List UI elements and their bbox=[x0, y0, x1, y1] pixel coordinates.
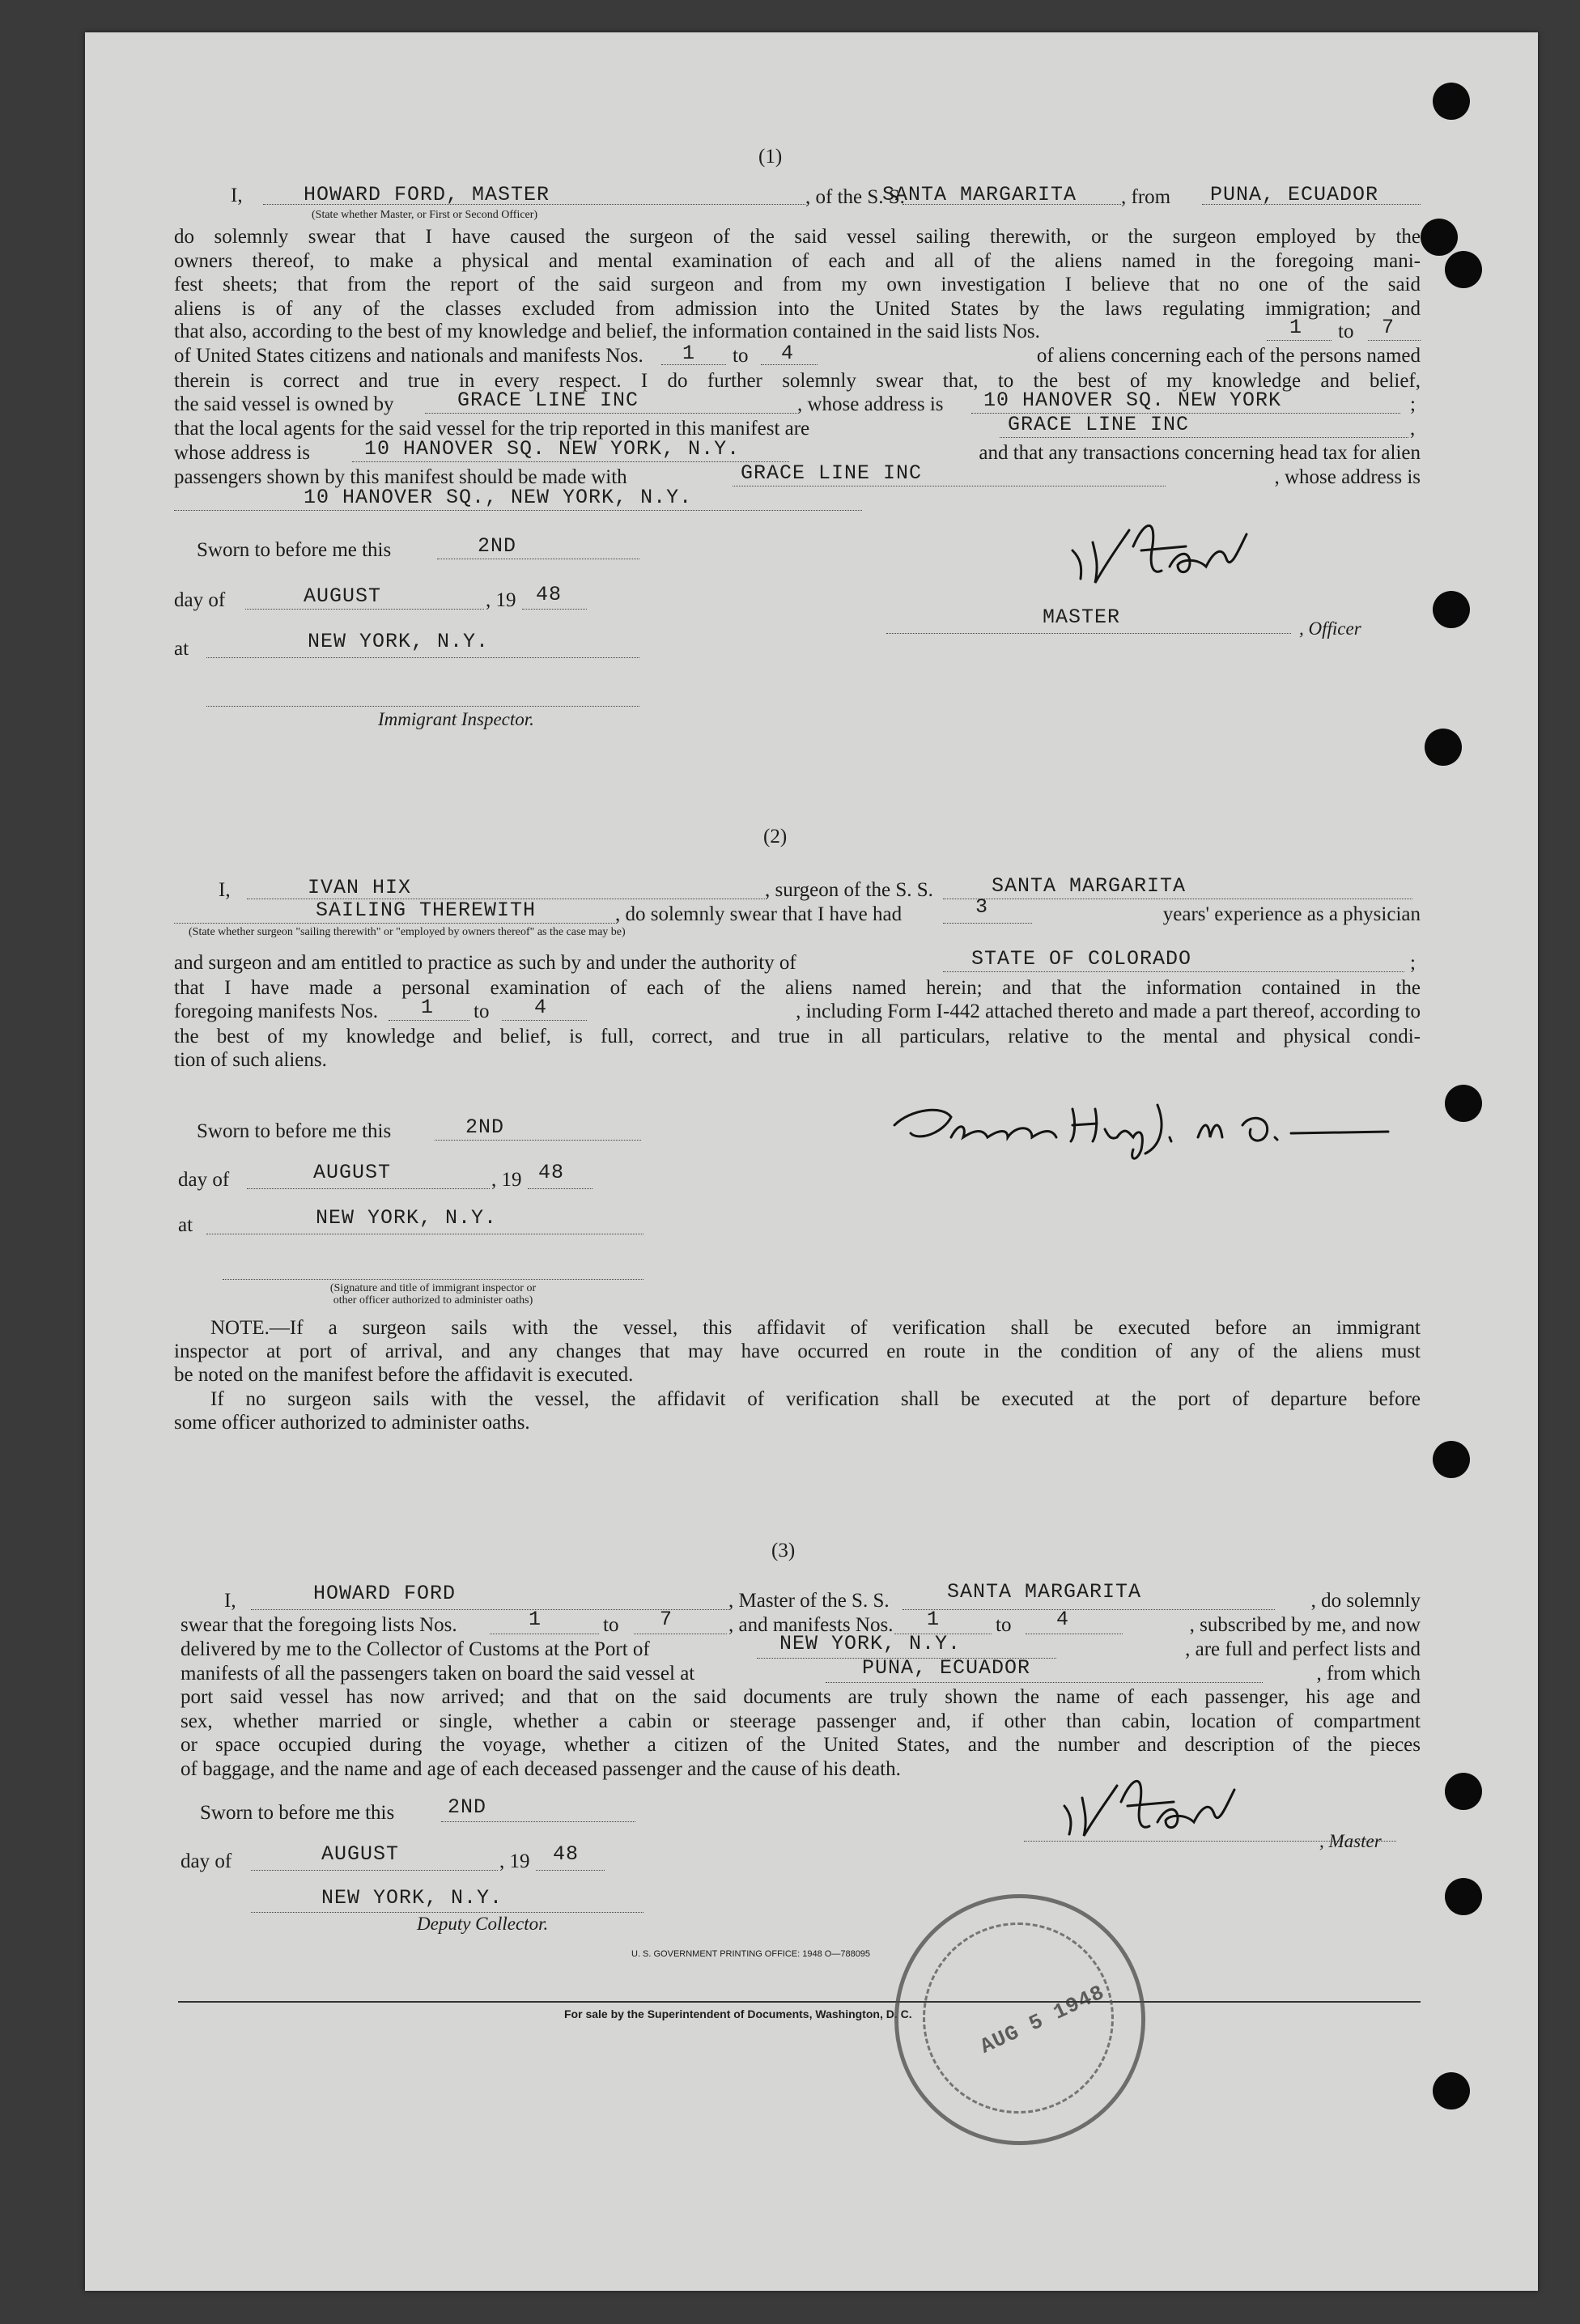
month: AUGUST bbox=[304, 584, 382, 608]
i-label: I, bbox=[224, 1590, 236, 1612]
agents-address-label: whose address is bbox=[174, 442, 311, 464]
head-tax-payee: GRACE LINE INC bbox=[741, 461, 923, 485]
agents: GRACE LINE INC bbox=[1008, 413, 1190, 436]
punch-hole bbox=[1433, 2072, 1470, 2109]
year: 48 bbox=[538, 1161, 565, 1184]
vessel-name: SANTA MARGARITA bbox=[882, 183, 1077, 206]
section1-paragraph: do solemnly swear that I have caused the surgeon of the said vessel sailing therewith, or the surgeon employed by the owners thereof, to make a physical and mental examination of each and all of the aliens named in the foregoing mani- fest sheets; that from the report of the said surgeon and from my own investigation I believe that no one of the said aliens is of any of the classes excluded from admission into the United States by the laws regulating immigration; and bbox=[174, 226, 1421, 320]
signer-title: MASTER bbox=[1043, 605, 1121, 629]
place: NEW YORK, N.Y. bbox=[321, 1886, 503, 1910]
lists-to: 7 bbox=[1382, 316, 1395, 339]
from-label: , from bbox=[1121, 186, 1171, 208]
year-prefix: , 19 bbox=[486, 589, 516, 611]
state-note: (State whether Master, or First or Second Officer) bbox=[312, 209, 538, 221]
payee-address: 10 HANOVER SQ., NEW YORK, N.Y. bbox=[304, 486, 693, 509]
manifests-from: 1 bbox=[421, 996, 435, 1019]
aliens-tail: of aliens concerning each of the persons named bbox=[1036, 345, 1421, 367]
full-perfect-label: , are full and perfect lists and bbox=[1185, 1638, 1421, 1660]
manifests-label: manifests of all the passengers taken on board the said vessel at bbox=[181, 1663, 695, 1685]
for-sale: For sale by the Superintendent of Documents, Washington, D. C. bbox=[564, 2007, 912, 2020]
i-label: I, bbox=[231, 185, 243, 206]
year: 48 bbox=[553, 1842, 580, 1866]
swear-tail: , do solemnly swear that I have had bbox=[615, 903, 903, 925]
manifests-from: 1 bbox=[682, 342, 696, 365]
section-number: (2) bbox=[763, 826, 788, 848]
punch-hole bbox=[1445, 251, 1482, 288]
place: NEW YORK, N.Y. bbox=[308, 630, 490, 653]
owner-address: 10 HANOVER SQ. NEW YORK bbox=[983, 389, 1282, 412]
punch-hole bbox=[1433, 83, 1470, 120]
year-prefix: , 19 bbox=[491, 1169, 522, 1191]
month: AUGUST bbox=[321, 1842, 400, 1866]
authority: STATE OF COLORADO bbox=[971, 947, 1192, 971]
lists-to-label: to bbox=[1338, 321, 1354, 342]
collector-label: Deputy Collector. bbox=[417, 1914, 549, 1934]
owned-by-label: the said vessel is owned by bbox=[174, 393, 394, 415]
head-tax-tail: and that any transactions concerning head tax for alien bbox=[979, 442, 1421, 464]
lists-text: that also, according to the best of my knowledge and belief, the information contained in the said lists Nos. bbox=[174, 321, 1040, 342]
sworn-day: 2ND bbox=[478, 534, 517, 558]
surgeon-vessel: SANTA MARGARITA bbox=[992, 874, 1187, 898]
master-signature bbox=[1032, 1761, 1259, 1842]
master-signature bbox=[1048, 502, 1275, 591]
sworn-label: Sworn to before me this bbox=[197, 1120, 392, 1142]
subscribed-label: , subscribed by me, and now bbox=[1189, 1614, 1421, 1636]
and-manifests-label: , and manifests Nos. bbox=[728, 1614, 894, 1636]
to-label: to bbox=[733, 345, 749, 367]
belief-line: the best of my knowledge and belief, is full, correct, and true in all particulars, relative to the mental and physical condi- bbox=[174, 1026, 1421, 1047]
day-of-label: day of bbox=[181, 1850, 232, 1872]
sworn-day: 2ND bbox=[465, 1115, 505, 1139]
manifests-to: 4 bbox=[781, 342, 795, 365]
inspector-label: Immigrant Inspector. bbox=[378, 709, 534, 729]
solemnly-label: , do solemnly bbox=[1310, 1590, 1421, 1612]
surgeon-name: IVAN HIX bbox=[308, 876, 412, 899]
month: AUGUST bbox=[313, 1161, 392, 1184]
note-paragraph: NOTE.—If a surgeon sails with the vessel, this affidavit of verification shall be executed before an immigrant inspector at port of arrival, and any changes that may have occurred en route in the condition of any of the aliens must be noted on the manifest before the affidavit is executed. bbox=[174, 1317, 1421, 1386]
punch-hole bbox=[1433, 591, 1470, 628]
owner: GRACE LINE INC bbox=[457, 389, 639, 412]
manifests-to: 4 bbox=[534, 996, 548, 1019]
immigration-date-stamp bbox=[894, 1894, 1145, 2145]
note-paragraph-2: If no surgeon sails with the vessel, the affidavit of verification shall be executed at the port of departure before some officer authorized to administer oaths. bbox=[174, 1388, 1421, 1434]
payee-label: passengers shown by this manifest should be made with bbox=[174, 466, 627, 488]
form-tail: , including Form I-442 attached thereto and made a part thereof, according to bbox=[796, 1001, 1421, 1022]
sworn-label: Sworn to before me this bbox=[197, 539, 392, 561]
to-label: to bbox=[603, 1614, 619, 1636]
at-label: at bbox=[178, 1214, 193, 1236]
years: 3 bbox=[975, 895, 989, 919]
lists-from: 1 bbox=[1289, 316, 1303, 339]
port: NEW YORK, N.Y. bbox=[779, 1632, 962, 1655]
lists-from: 1 bbox=[529, 1608, 542, 1631]
punch-hole bbox=[1425, 729, 1462, 766]
lists-to: 7 bbox=[660, 1608, 673, 1631]
years-tail: years' experience as a physician bbox=[1162, 903, 1421, 925]
from-which-label: , from which bbox=[1316, 1663, 1421, 1685]
sworn-day: 2ND bbox=[448, 1795, 487, 1819]
punch-hole bbox=[1433, 1441, 1470, 1478]
year: 48 bbox=[536, 583, 563, 606]
delivered-label: delivered by me to the Collector of Customs at the Port of bbox=[181, 1638, 650, 1660]
signature-note: (Signature and title of immigrant inspector or other officer authorized to administer oaths) bbox=[329, 1282, 537, 1306]
agents-address: 10 HANOVER SQ. NEW YORK, N.Y. bbox=[364, 437, 741, 461]
year-prefix: , 19 bbox=[499, 1850, 530, 1872]
whose-address-label: , whose address is bbox=[797, 393, 944, 415]
of-ss-label: , of the S. S. bbox=[805, 186, 905, 208]
punch-hole bbox=[1421, 219, 1458, 256]
i-label: I, bbox=[219, 879, 231, 901]
manifests-label: foregoing manifests Nos. bbox=[174, 1001, 379, 1022]
stamp-date: AUG 5 1948 bbox=[976, 1980, 1109, 2059]
officer-label: , Officer bbox=[1299, 618, 1361, 639]
place: NEW YORK, N.Y. bbox=[316, 1206, 498, 1230]
master-label: , Master bbox=[1319, 1831, 1382, 1851]
manifests-to: 4 bbox=[1056, 1608, 1070, 1631]
at-label: at bbox=[174, 638, 189, 660]
boarding-port: PUNA, ECUADOR bbox=[862, 1656, 1031, 1680]
condition-line: tion of such aliens. bbox=[174, 1049, 327, 1071]
manifest-page: (1) I, HOWARD FORD, MASTER , of the S. S. SANTA MARGARITA , from PUNA, ECUADOR (State whether Master, or First or Second Officer) do solemnly swear that I have caused the surgeon of the said vessel sailing therewith, or the surgeon employed by the owners thereof, to make a physical and mental examination of each and all of the aliens named in the foregoing mani- fest sheets; that from the report of the said surgeon and from my own investigation I believe that no one of the said aliens is of any of the classes excluded from admission into the United States by the laws regulating immigration; and that also, according to the best of my knowledge and belief, the information contained in the said lists Nos. 1 to 7 of United States citizens and nationals and manifests Nos. 1 to 4 of aliens concerning each of the persons named therein is correct and true in every respect. I do further solemnly swear that, to the best of my knowledge and belief, the said vessel is owned by GRACE LINE INC , whose address is 10 HANOVER SQ. NEW YORK ; that the local agents for the said vessel for the trip reported in this manifest are GRACE LINE INC , whose address is 10 HANOVER SQ. NEW YORK, N.Y. and that any transactions concerning head tax for alien passengers shown by this manifest should be made with GRACE LINE INC , whose address is 10 HANOVER SQ., NEW YORK, N.Y. Sworn to before me this 2ND day of AUGUST , 19 48 at NEW YORK, N.Y. Immigrant Inspector. MASTER , Officer (2) I, IVAN HIX , surgeon of the S. S. SANTA MARGARITA SAILING THEREWITH , do solemnly swear that I have had 3 years' experience as a physician (State whether surgeon "sailing therewith" or "employed by owners thereof" as the case may be) and surgeon and am entitled to practice as such by and under the authority of STATE OF COLORADO ; that I have made a personal examination of each of the aliens named herein; and that the information contained in the foregoing manifests Nos. 1 to 4 , including Form I-442 attached thereto and made a part thereof, according to the best of my knowledge and belief, is full, correct, and true in all particulars, relative to the mental and physical condi- tion of such aliens. Sworn to before me this 2ND day of AUGUST , 19 48 at NEW YORK, N.Y. (Signature and title of immigrant inspector or other officer authorized to administer oaths) NOTE.—If a surgeon sails with the vessel, this affidavit of verification shall be executed before an immigrant inspector at port of arrival, and any changes that may have occurred en route in the condition of any of the aliens must be noted on the manifest before the affidavit is executed. If no surgeon sails with the vessel, the affidavit of verification shall be executed at the port of departure before some officer authorized to administer oaths. (3) I, HOWARD FORD , Master of the S. S. SANTA MARGARITA , do solemnly swear that the foregoing lists Nos. 1 to 7 , and manifests Nos. 1 to 4 , subscribed by me, and now delivered by me to the Collector of Customs at the Port of NEW YORK, N.Y. , are full and perfect lists and manifests of all the passengers taken on board the said vessel at PUNA, ECUADOR , from which port said vessel has now arrived; and that on the said documents are truly shown the name of each passenger, his age and sex, whether married or single, whether a cabin or steerage passenger and, if other than cabin, location of compartment or space occupied during the voyage, whether a citizen of the United States, and the number and description of the pieces of baggage, and the name and age of each deceased passenger and the cause of his death. Sworn to before me this 2ND day of AUGUST , 19 48 NEW YORK, N.Y. Deputy Collector. , Master U. S. GOVERNMENT PRINTING OFFICE: 1948 O—788095 For sale by the Superintendent of Documents, Washington, D. C. AUG 5 1948 bbox=[85, 32, 1538, 2291]
examination-line: that I have made a personal examination of each of the aliens named herein; and that the information contained in the bbox=[174, 977, 1421, 999]
to-label: to bbox=[996, 1614, 1012, 1636]
authority-label: and surgeon and am entitled to practice as such by and under the authority of bbox=[174, 952, 796, 974]
manifests-text: of United States citizens and nationals and manifests Nos. bbox=[174, 345, 643, 367]
section-number: (1) bbox=[758, 146, 783, 168]
correct-line: therein is correct and true in every respect. I do further solemnly swear that, to the best of my knowledge and belief, bbox=[174, 370, 1421, 392]
section3-paragraph: port said vessel has now arrived; and that on the said documents are truly shown the name of each passenger, his age and sex, whether married or single, whether a cabin or steerage passenger and, if other than cabin, location of compartment or space occupied during the voyage, whether a citizen of the United States, and the number and description of the pieces of baggage, and the name and age of each deceased passenger and the cause of his death. bbox=[181, 1686, 1421, 1780]
printing-office: U. S. GOVERNMENT PRINTING OFFICE: 1948 O—788095 bbox=[631, 1949, 871, 1959]
swear-lists-label: swear that the foregoing lists Nos. bbox=[181, 1614, 457, 1636]
section-number: (3) bbox=[771, 1540, 796, 1561]
punch-hole bbox=[1445, 1878, 1482, 1915]
surgeon-of-label: , surgeon of the S. S. bbox=[765, 879, 933, 901]
manifests-from: 1 bbox=[927, 1608, 941, 1631]
surgeon-signature bbox=[886, 1093, 1404, 1166]
day-of-label: day of bbox=[178, 1169, 230, 1191]
punch-hole bbox=[1445, 1085, 1482, 1122]
master-name: HOWARD FORD bbox=[313, 1582, 457, 1605]
master-of-label: , Master of the S. S. bbox=[728, 1590, 890, 1612]
vessel: SANTA MARGARITA bbox=[947, 1580, 1142, 1604]
sailing-status: SAILING THEREWITH bbox=[316, 899, 537, 922]
to-label: to bbox=[474, 1001, 490, 1022]
sworn-label: Sworn to before me this bbox=[200, 1802, 395, 1824]
payee-address-label: , whose address is bbox=[1274, 466, 1421, 488]
punch-hole bbox=[1445, 1773, 1482, 1810]
sailing-note: (State whether surgeon "sailing therewith" or "employed by owners thereof" as the case may be) bbox=[189, 926, 626, 938]
master-name: HOWARD FORD, MASTER bbox=[304, 183, 550, 206]
day-of-label: day of bbox=[174, 589, 226, 611]
port-from: PUNA, ECUADOR bbox=[1210, 183, 1379, 206]
agents-label: that the local agents for the said vessel for the trip reported in this manifest are bbox=[174, 418, 810, 440]
